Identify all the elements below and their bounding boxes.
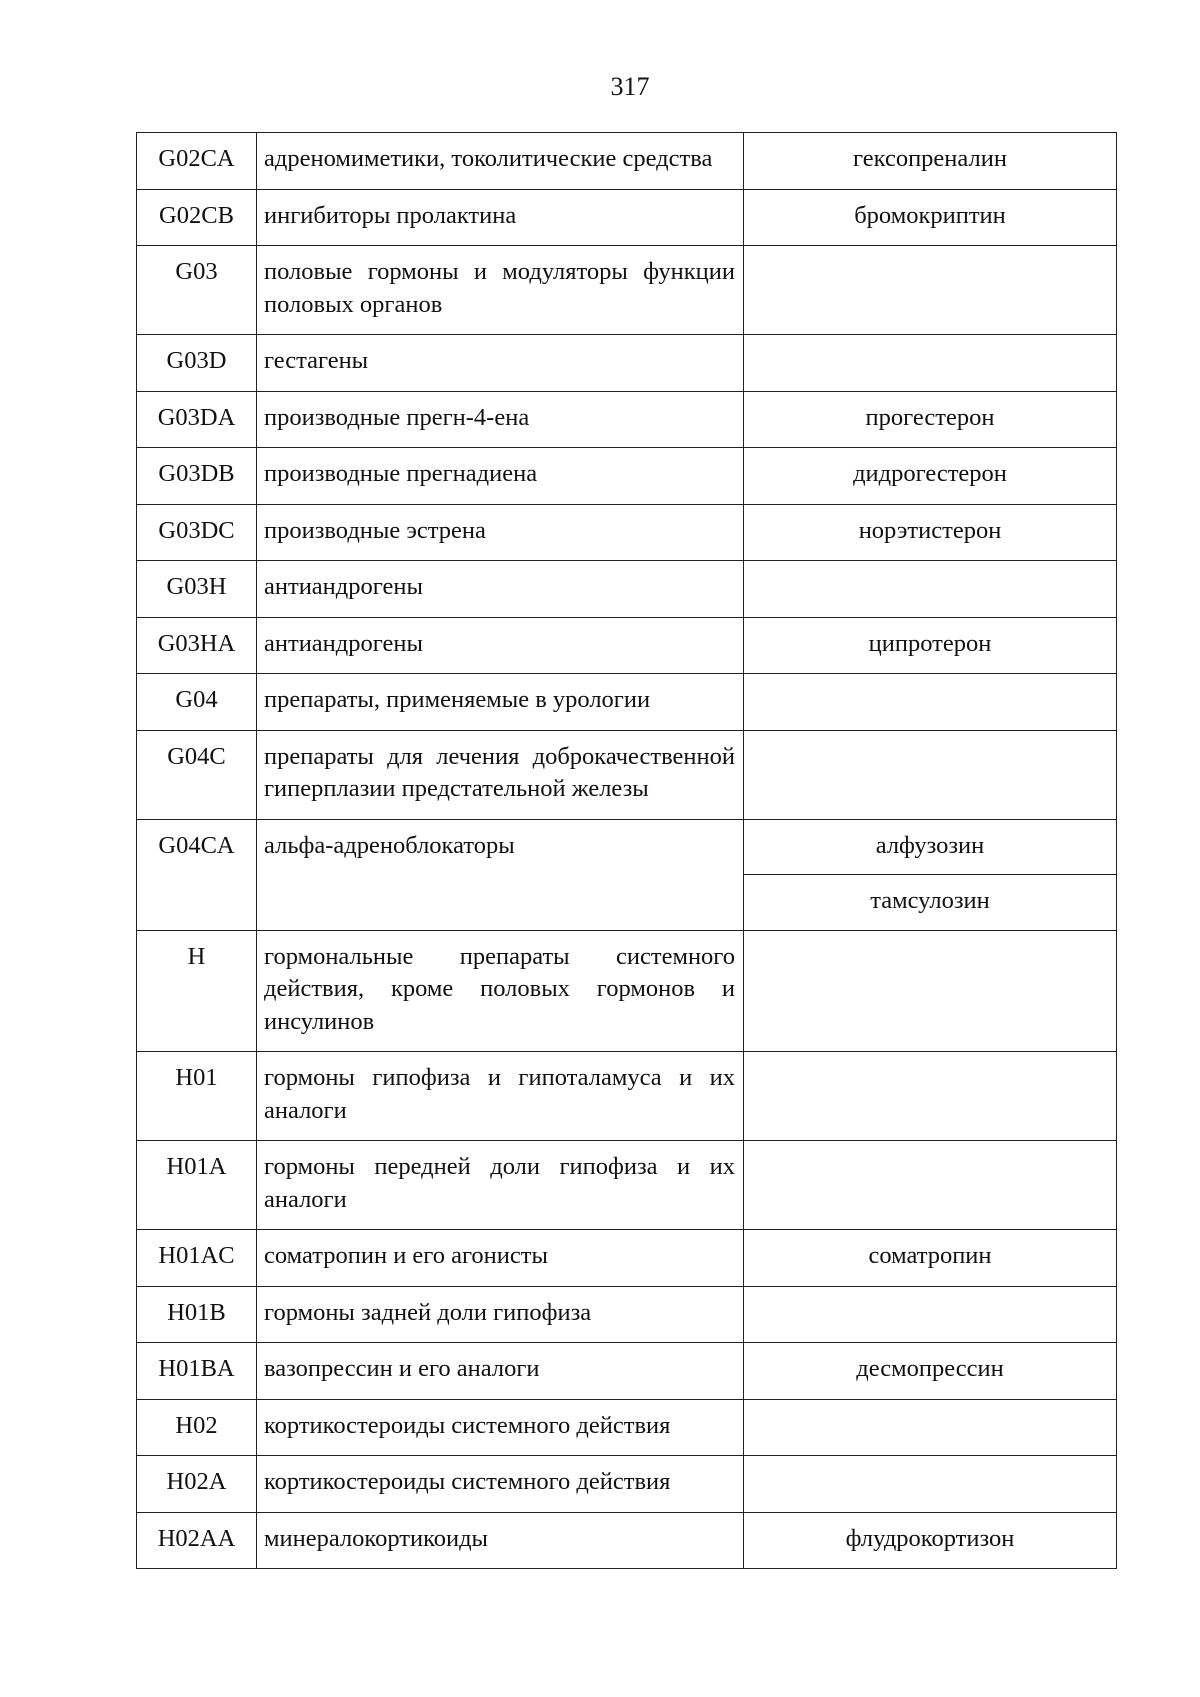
table-row — [137, 617, 1117, 674]
atc-code-cell: H02 — [137, 1399, 257, 1456]
drug-name-cell — [744, 335, 1117, 392]
atc-code-cell: G03DA — [137, 391, 257, 448]
drug-classification-table — [136, 132, 1117, 1569]
atc-code-cell: H — [137, 930, 257, 1052]
group-description-cell: антиандрогены — [257, 561, 744, 618]
drug-name-empty — [744, 674, 1116, 729]
drug-name-cell — [744, 504, 1117, 561]
group-description-cell: производные эстрена — [257, 504, 744, 561]
table-row — [137, 1512, 1117, 1569]
table-row — [137, 391, 1117, 448]
table-row — [137, 561, 1117, 618]
group-description-cell: производные прегнадиена — [257, 448, 744, 505]
table-row — [137, 674, 1117, 731]
drug-name-cell — [744, 1052, 1117, 1141]
group-description-cell: препараты для лечения доброкачественной гиперплазии предстательной железы — [257, 730, 744, 819]
atc-code-cell: H02AA — [137, 1512, 257, 1569]
group-description-cell: кортикостероиды системного действия — [257, 1399, 744, 1456]
group-description-cell: гормоны задней доли гипофиза — [257, 1286, 744, 1343]
table-row — [137, 930, 1117, 1052]
drug-name-cell — [744, 246, 1117, 335]
drug-name: флудрокортизон — [845, 1524, 1015, 1552]
drug-name: дидрогестерон — [853, 460, 1007, 487]
atc-code-cell: H01A — [137, 1141, 257, 1230]
drug-name: десмопрессин — [856, 1355, 1004, 1382]
atc-code-cell: G03H — [137, 561, 257, 618]
table-row — [137, 448, 1117, 505]
drug-name: норэтистерон — [858, 516, 1002, 544]
drug-name-empty — [744, 1287, 1116, 1342]
drug-name-cell — [744, 189, 1117, 246]
table-row — [137, 335, 1117, 392]
drug-name: бромокриптин — [854, 201, 1006, 229]
table-row — [137, 246, 1117, 335]
group-description-cell: препараты, применяемые в урологии — [257, 674, 744, 731]
group-description-cell: гормоны гипофиза и гипоталамуса и их аналоги — [257, 1052, 744, 1141]
table-row — [137, 819, 1117, 930]
drug-name-cell — [744, 391, 1117, 448]
drug-name-empty — [744, 561, 1116, 616]
drug-name-cell — [744, 1343, 1117, 1400]
drug-name-cell — [744, 133, 1117, 190]
atc-code-cell: G04 — [137, 674, 257, 731]
drug-name: гексопреналин — [853, 145, 1007, 172]
drug-name-empty — [744, 1052, 1116, 1107]
drug-name-cell — [744, 1456, 1117, 1513]
group-description-cell: гормоны передней доли гипофиза и их аналоги — [257, 1141, 744, 1230]
drug-name: прогестерон — [865, 403, 995, 431]
drug-name-cell — [744, 1141, 1117, 1230]
drug-name-cell — [744, 730, 1117, 819]
drug-name-cell — [744, 819, 1117, 930]
drug-name-cell — [744, 1286, 1117, 1343]
atc-code-cell: G03DB — [137, 448, 257, 505]
table-row — [137, 1052, 1117, 1141]
group-description-cell: соматропин и его агонисты — [257, 1230, 744, 1287]
drug-name-empty — [744, 1400, 1116, 1455]
table-row — [137, 1456, 1117, 1513]
drug-name-cell — [744, 448, 1117, 505]
drug-name-cell — [744, 561, 1117, 618]
drug-name-empty — [744, 1456, 1116, 1511]
group-description-cell: кортикостероиды системного действия — [257, 1456, 744, 1513]
atc-code-cell: G04C — [137, 730, 257, 819]
drug-name: тамсулозин — [744, 874, 1116, 930]
atc-code-cell: G03 — [137, 246, 257, 335]
table-row — [137, 1141, 1117, 1230]
drug-name: соматропин — [868, 1242, 992, 1269]
atc-code-cell: H01B — [137, 1286, 257, 1343]
atc-code-cell: G03DC — [137, 504, 257, 561]
group-description-cell: вазопрессин и его аналоги — [257, 1343, 744, 1400]
group-description-cell: половые гормоны и модуляторы функции половых органов — [257, 246, 744, 335]
drug-name-cell — [744, 1230, 1117, 1287]
drug-name-empty — [744, 335, 1116, 390]
atc-code-cell: H02A — [137, 1456, 257, 1513]
drug-name-empty — [744, 1141, 1116, 1196]
drug-name: ципротерон — [868, 629, 992, 657]
atc-code-cell: G04CA — [137, 819, 257, 930]
page-number: 317 — [610, 72, 650, 101]
group-description-cell: ингибиторы пролактина — [257, 189, 744, 246]
table-body — [137, 133, 1117, 1569]
group-description-cell: производные прегн-4-ена — [257, 391, 744, 448]
atc-code-cell: G02CB — [137, 189, 257, 246]
drug-name-cell — [744, 674, 1117, 731]
table-row — [137, 189, 1117, 246]
table-row — [137, 504, 1117, 561]
table-row — [137, 730, 1117, 819]
group-description-cell: антиандрогены — [257, 617, 744, 674]
drug-name-cell — [744, 930, 1117, 1052]
drug-name-cell — [744, 1512, 1117, 1569]
atc-code-cell: H01AC — [137, 1230, 257, 1287]
atc-code-cell: G03HA — [137, 617, 257, 674]
group-description-cell: гормональные препараты системного действия, кроме половых гормонов и инсулинов — [257, 930, 744, 1052]
table-row — [137, 1230, 1117, 1287]
atc-code-cell: G03D — [137, 335, 257, 392]
table-row — [137, 1343, 1117, 1400]
group-description-cell: минералокортикоиды — [257, 1512, 744, 1569]
atc-code-cell: H01 — [137, 1052, 257, 1141]
atc-code-cell: H01BA — [137, 1343, 257, 1400]
drug-name-cell — [744, 1399, 1117, 1456]
drug-name-empty — [744, 246, 1116, 301]
drug-name-empty — [744, 731, 1116, 786]
group-description-cell: альфа-адреноблокаторы — [257, 819, 744, 930]
group-description-cell: гестагены — [257, 335, 744, 392]
drug-name-empty — [744, 931, 1116, 986]
group-description-cell: адреномиметики, токолитические средства — [257, 133, 744, 190]
table-row — [137, 1399, 1117, 1456]
drug-name-cell — [744, 617, 1117, 674]
atc-code-cell: G02CA — [137, 133, 257, 190]
table-row — [137, 1286, 1117, 1343]
table-row — [137, 133, 1117, 190]
drug-name: алфузозин — [875, 831, 985, 859]
